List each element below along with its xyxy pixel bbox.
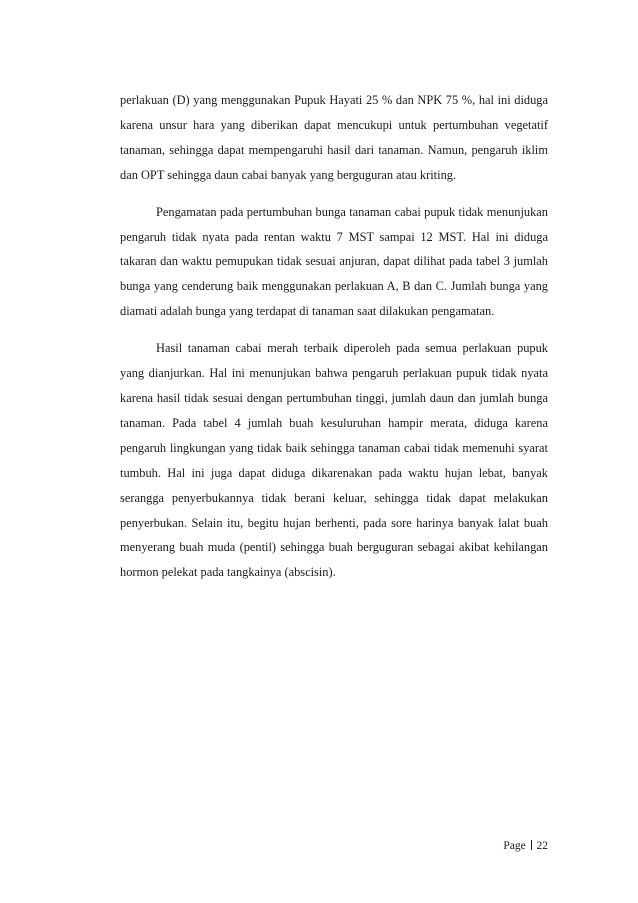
body-text	[120, 88, 548, 597]
page-label: Page	[503, 840, 526, 852]
page-footer	[503, 840, 548, 852]
paragraph-2: Pengamatan pada pertumbuhan bunga tanaman cabai pupuk tidak menunjukan pengaruh tidak nyata pada rentan waktu 7 MST sampai 12 MST. Hal ini diduga takaran dan waktu pemupukan tidak sesuai anjuran, dapat dilihat pada tabel 3 jumlah bunga yang cenderung baik menggunakan perlakuan A, B dan C. Jumlah bunga yang diamati adalah bunga yang terdapat di tanaman saat dilakukan pengamatan.	[120, 204, 548, 319]
page-number: 22	[536, 840, 548, 852]
paragraph-3: Hasil tanaman cabai merah terbaik diperoleh pada semua perlakuan pupuk yang dianjurkan. Hal ini menunjukan bahwa pengaruh perlakuan pupuk tidak nyata karena hasil tidak sesuai dengan pertumbuhan tinggi, jumlah daun dan jumlah bunga tanaman. Pada tabel 4 jumlah buah kesuluruhan hampir merata, diduga karena pengaruh lingkungan yang tidak baik sehingga tanaman cabai tidak memenuhi syarat tumbuh. Hal ini juga dapat diduga dikarenakan pada waktu hujan lebat, banyak serangga penyerbukannya tidak berani keluar, sehingga tidak dapat melakukan penyerbukan. Selain itu, begitu hujan berhenti, pada sore harinya banyak lalat buah menyerang buah muda (pentil) sehingga buah berguguran sebagai akibat kehilangan hormon pelekat pada tangkainya (abscisin).	[120, 341, 548, 580]
page-separator	[531, 840, 532, 850]
paragraph-1: perlakuan (D) yang menggunakan Pupuk Hayati 25 % dan NPK 75 %, hal ini diduga karena unsur hara yang diberikan dapat mencukupi untuk pertumbuhan vegetatif tanaman, sehingga dapat mempengaruhi hasil dari tanaman. Namun, pengaruh iklim dan OPT sehingga daun cabai banyak yang berguguran atau kriting.	[120, 93, 548, 182]
